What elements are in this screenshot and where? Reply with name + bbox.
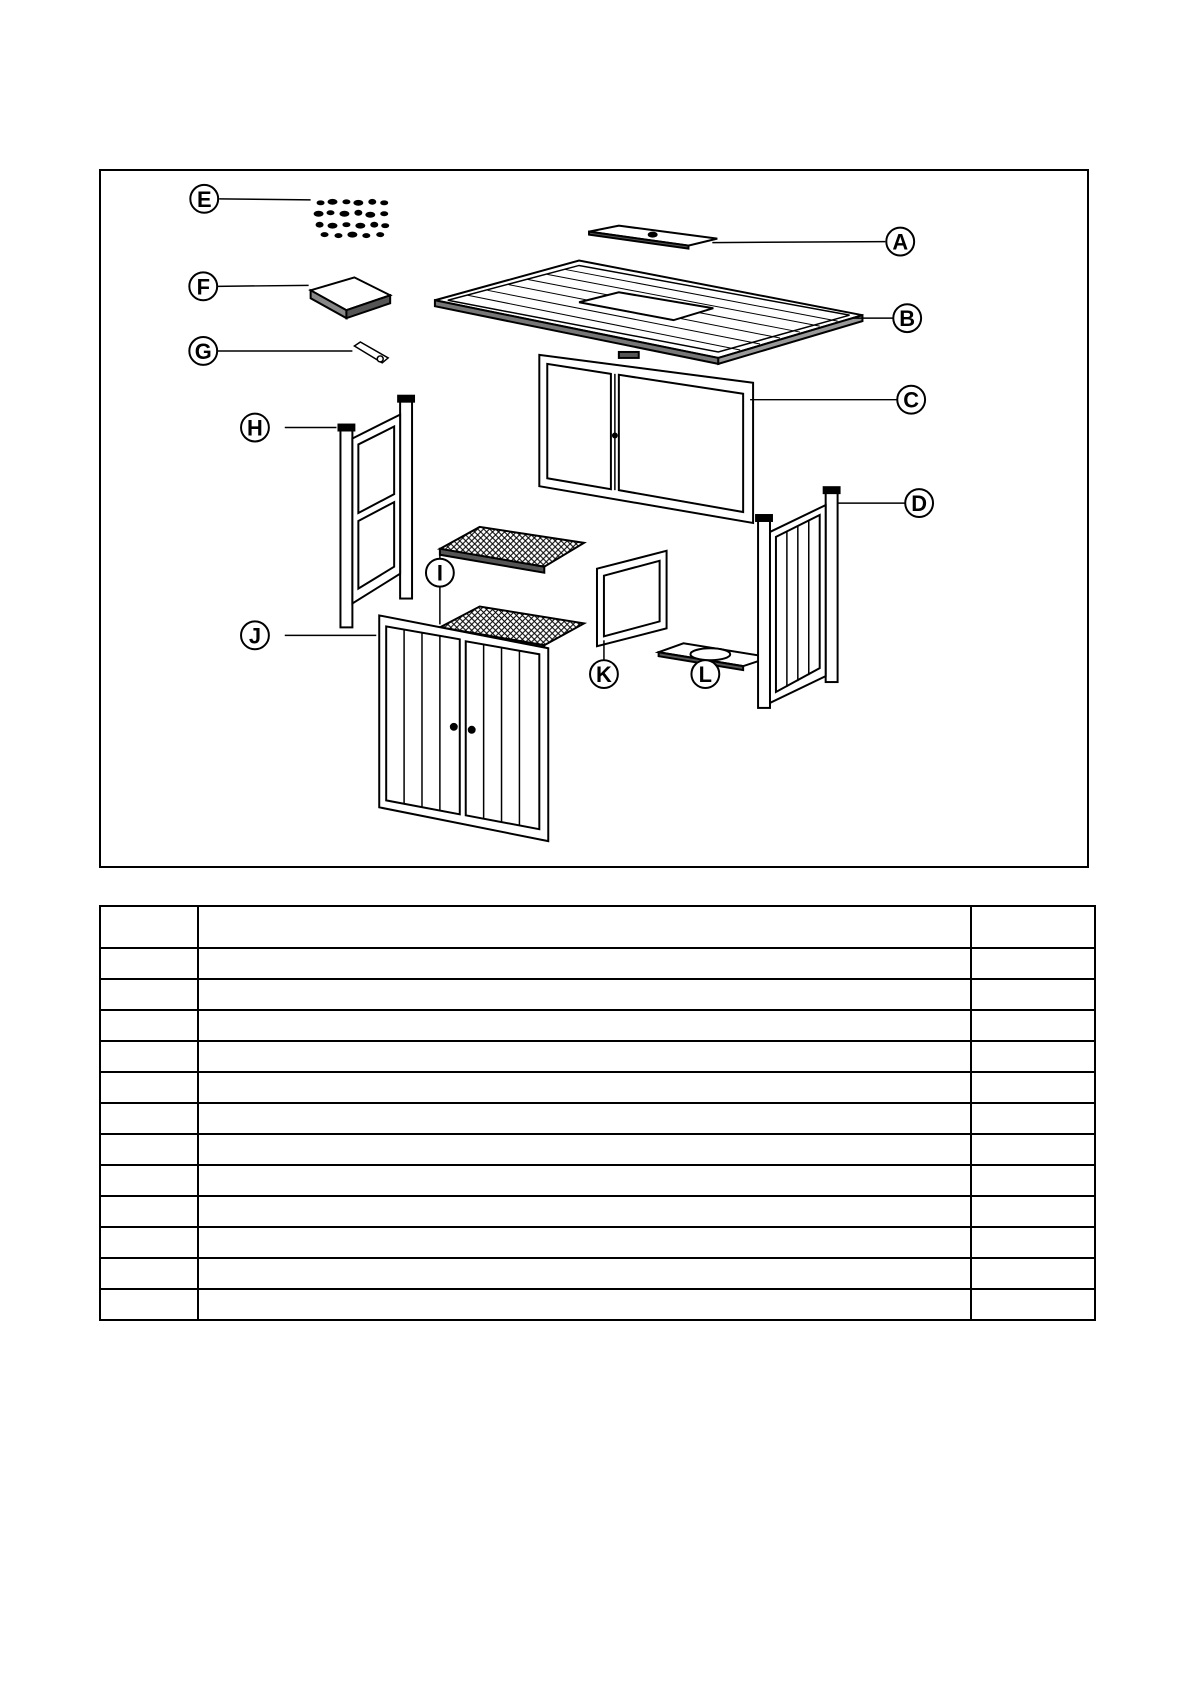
callout-h xyxy=(241,414,269,442)
svg-text:G: G xyxy=(194,338,212,364)
header-qty-cell xyxy=(971,906,1095,948)
svg-text:K: K xyxy=(596,662,612,688)
table-row xyxy=(100,1010,1095,1041)
description-cell xyxy=(198,1041,971,1072)
table-header-row xyxy=(100,906,1095,948)
table-row xyxy=(100,1072,1095,1103)
callout-i xyxy=(426,559,454,587)
description-cell xyxy=(198,1289,971,1320)
description-cell xyxy=(198,1072,971,1103)
part-cell xyxy=(100,1134,198,1165)
description-cell xyxy=(198,948,971,979)
qty-cell xyxy=(971,1103,1095,1134)
callout-c xyxy=(897,386,925,414)
header-description-cell xyxy=(198,906,971,948)
qty-cell xyxy=(971,1134,1095,1165)
svg-text:E: E xyxy=(196,186,212,212)
table-row xyxy=(100,948,1095,979)
part-h-left-side-panel xyxy=(338,396,414,628)
part-cell xyxy=(100,1258,198,1289)
qty-cell xyxy=(971,948,1095,979)
callout-j xyxy=(241,621,269,649)
callout-d xyxy=(905,489,933,517)
qty-cell xyxy=(971,1289,1095,1320)
part-d-right-side-panel xyxy=(756,487,840,708)
description-cell xyxy=(198,1258,971,1289)
part-cell xyxy=(100,979,198,1010)
description-cell xyxy=(198,1165,971,1196)
part-k-shelf-frame xyxy=(597,551,667,646)
table-row xyxy=(100,1258,1095,1289)
part-g-tool xyxy=(354,342,388,363)
parts-list-table xyxy=(99,905,1096,1321)
svg-text:C: C xyxy=(903,387,920,413)
description-cell xyxy=(198,1227,971,1258)
callout-f xyxy=(189,272,217,300)
parts-diagram xyxy=(99,169,1089,868)
part-cell xyxy=(100,1165,198,1196)
qty-cell xyxy=(971,979,1095,1010)
svg-text:B: B xyxy=(899,306,916,332)
table-row xyxy=(100,1289,1095,1320)
exploded-view-drawing xyxy=(101,171,1087,866)
qty-cell xyxy=(971,1010,1095,1041)
svg-text:D: D xyxy=(911,491,928,517)
part-cell xyxy=(100,1289,198,1320)
qty-cell xyxy=(971,1072,1095,1103)
part-b-table-top xyxy=(435,260,863,363)
part-cell xyxy=(100,1196,198,1227)
description-cell xyxy=(198,979,971,1010)
callout-b xyxy=(893,304,921,332)
callout-l xyxy=(691,660,719,688)
table-row xyxy=(100,1196,1095,1227)
header-part-cell xyxy=(100,906,198,948)
svg-text:F: F xyxy=(196,274,210,300)
description-cell xyxy=(198,1134,971,1165)
description-cell xyxy=(198,1010,971,1041)
part-j-front-doors xyxy=(379,615,548,841)
description-cell xyxy=(198,1103,971,1134)
description-cell xyxy=(198,1196,971,1227)
table-row xyxy=(100,1134,1095,1165)
part-cell xyxy=(100,1010,198,1041)
qty-cell xyxy=(971,1227,1095,1258)
table-row xyxy=(100,1103,1095,1134)
part-cell xyxy=(100,948,198,979)
table-row xyxy=(100,1227,1095,1258)
callout-k xyxy=(590,660,618,688)
qty-cell xyxy=(971,1041,1095,1072)
svg-text:J: J xyxy=(248,623,262,649)
part-f-manual-stack xyxy=(311,277,391,318)
qty-cell xyxy=(971,1196,1095,1227)
table-row xyxy=(100,979,1095,1010)
svg-text:I: I xyxy=(436,560,443,586)
callout-g xyxy=(189,337,217,365)
part-a-fire-pit-lid xyxy=(589,226,717,249)
part-c-back-panel xyxy=(539,355,753,523)
part-cell xyxy=(100,1227,198,1258)
part-e-hardware-pack xyxy=(314,199,390,238)
table-row xyxy=(100,1041,1095,1072)
qty-cell xyxy=(971,1258,1095,1289)
qty-cell xyxy=(971,1165,1095,1196)
svg-text:A: A xyxy=(892,229,909,255)
callout-a xyxy=(886,228,914,256)
callout-e xyxy=(190,185,218,213)
svg-text:L: L xyxy=(698,662,713,688)
svg-text:H: H xyxy=(247,415,263,441)
part-cell xyxy=(100,1072,198,1103)
part-cell xyxy=(100,1041,198,1072)
table-row xyxy=(100,1165,1095,1196)
part-cell xyxy=(100,1103,198,1134)
